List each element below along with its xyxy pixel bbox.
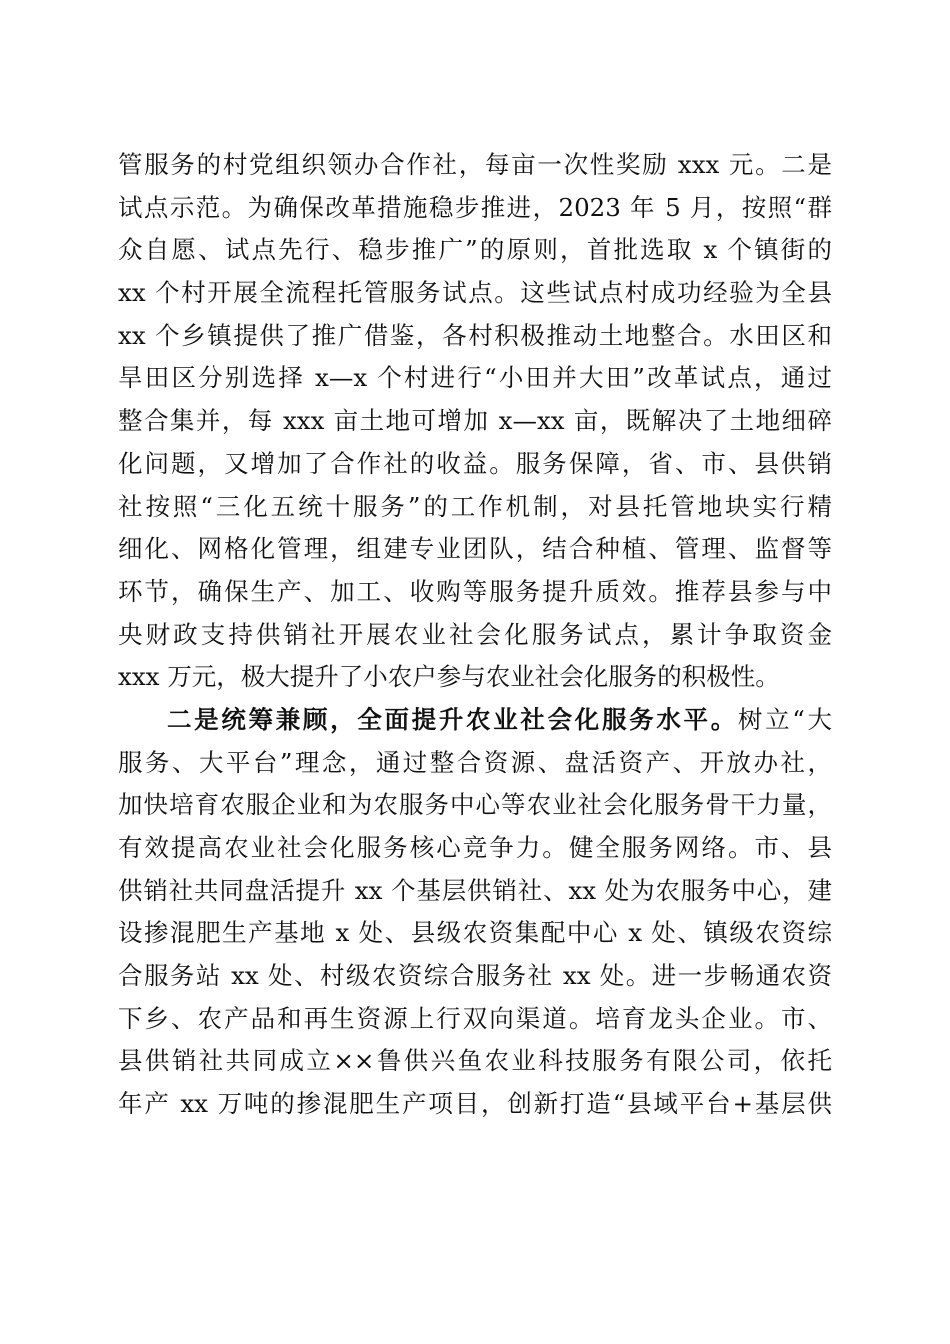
paragraph-1 bbox=[118, 144, 832, 699]
text-line: 下乡、农产品和再生资源上行双向渠道。培育龙头企业。市、 bbox=[118, 1003, 832, 1033]
text-line: 管服务的村党组织领办合作社，每亩一次性奖励 xxx 元。二是 bbox=[118, 150, 832, 179]
text-line: 环节，确保生产、加工、收购等服务提升质效。推荐县参与中 bbox=[118, 576, 832, 606]
text-line: xx 个乡镇提供了推广借鉴，各村积极推动土地整合。水田区和 bbox=[118, 320, 832, 350]
text-line: 合服务站 xx 处、村级农资综合服务社 xx 处。进一步畅通农资 bbox=[118, 961, 832, 991]
text-line: 有效提高农业社会化服务核心竞争力。健全服务网络。市、县 bbox=[118, 833, 832, 862]
text-line: 化问题，又增加了合作社的收益。服务保障，省、市、县供销 bbox=[118, 448, 832, 478]
text-line: xxx 万元，极大提升了小农户参与农业社会化服务的积极性。 bbox=[118, 662, 780, 692]
paragraph-first-line bbox=[118, 699, 832, 742]
text-line: 细化、网格化管理，组建专业团队，结合种植、管理、监督等 bbox=[118, 534, 832, 564]
text-line: 旱田区分别选择 x—x 个村进行“小田并大田”改革试点，通过 bbox=[118, 363, 832, 393]
text-line: 加快培育农服企业和为农服务中心等农业社会化服务骨干力量， bbox=[118, 790, 832, 820]
text-line: 设掺混肥生产基地 x 处、县级农资集配中心 x 处、镇级农资综 bbox=[118, 918, 832, 948]
paragraph-heading: 二是统筹兼顾，全面提升农业社会化服务水平。 bbox=[167, 704, 738, 734]
body-text bbox=[118, 144, 832, 1126]
text-line: 县供销社共同成立××鲁供兴鱼农业科技服务有限公司，依托 bbox=[118, 1046, 832, 1076]
text-line: 众自愿、试点先行、稳步推广”的原则，首批选取 x 个镇街的 bbox=[118, 235, 832, 265]
paragraph-2 bbox=[118, 699, 832, 1126]
text-line: 服务、大平台”理念，通过整合资源、盘活资产、开放办社， bbox=[118, 747, 832, 777]
first-line-rest: 树立“大 bbox=[737, 704, 833, 734]
text-line: 整合集并，每 xxx 亩土地可增加 x—xx 亩，既解决了土地细碎 bbox=[118, 406, 832, 436]
text-line: 央财政支持供销社开展农业社会化服务试点，累计争取资金 bbox=[118, 619, 832, 649]
text-line: 试点示范。为确保改革措施稳步推进，2023 年 5 月，按照“群 bbox=[118, 192, 832, 222]
text-line: 供销社共同盘活提升 xx 个基层供销社、xx 处为农服务中心，建 bbox=[118, 875, 832, 905]
text-line: 社按照“三化五统十服务”的工作机制，对县托管地块实行精 bbox=[118, 491, 832, 521]
text-line: xx 个村开展全流程托管服务试点。这些试点村成功经验为全县 bbox=[118, 278, 832, 308]
text-line: 年产 xx 万吨的掺混肥生产项目，创新打造“县域平台+基层供 bbox=[118, 1089, 832, 1119]
